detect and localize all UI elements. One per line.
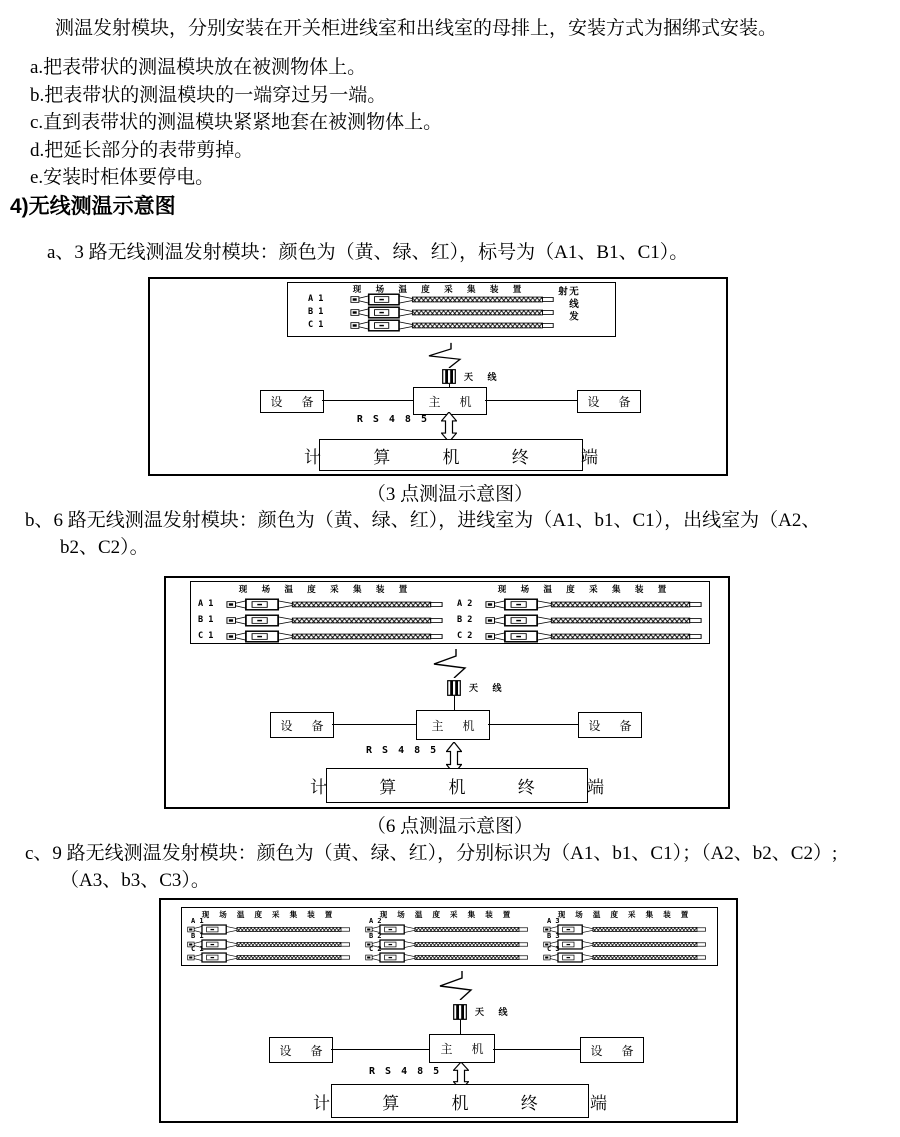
rs485-arrow [441, 412, 457, 442]
computer-terminal-box [304, 439, 622, 471]
computer-terminal-box [310, 768, 628, 803]
sensor-row [485, 614, 703, 627]
item-c-text-line1: c、9 路无线测温发射模块：颜色为（黄、绿、红），分别标识为（A1、b1、C1）；（A2、b2、C2）; [25, 843, 838, 864]
item-a-text: a、3 路无线测温发射模块：颜色为（黄、绿、红），标号为（A1、B1、C1）。 [47, 242, 689, 263]
sensor-row-label: A 1 [198, 599, 214, 609]
collector-header: 现 场 温 度 采 集 装 置 [352, 284, 528, 294]
sensor-row-label: C 1 [191, 945, 204, 953]
host-box [413, 387, 487, 415]
sensor-row-label: C 3 [547, 945, 560, 953]
sensor-row-label: B 1 [198, 615, 214, 625]
collector-header: 现 场 温 度 采 集 装 置 [379, 910, 515, 919]
device-box-left [270, 712, 334, 738]
item-b-text-line2: b2、C2）。 [60, 537, 149, 558]
antenna-icon [432, 648, 468, 678]
host-box [416, 710, 490, 740]
temperature-strap-sensor-icon [543, 939, 707, 950]
computer-terminal-label: 计 算 机 终 端 [304, 447, 622, 467]
antenna-base-icon [442, 369, 456, 384]
computer-terminal-box [313, 1084, 631, 1118]
antenna [427, 342, 463, 368]
connector-line [331, 1049, 429, 1050]
computer-terminal-label: 计 算 机 终 端 [313, 1093, 631, 1113]
temperature-strap-sensor-icon [543, 924, 707, 935]
sensor-row-label: C 1 [198, 631, 214, 641]
sensor-row-label: B 1 [308, 307, 324, 317]
antenna-connector-line [460, 1020, 461, 1034]
device-box-right [577, 390, 641, 413]
temperature-strap-sensor-icon [350, 293, 555, 306]
antenna-base-icon [453, 1004, 467, 1020]
rs485-label: R S 4 8 5 [369, 1066, 442, 1077]
sensor-row [226, 630, 444, 643]
device-box-left-label: 设 备 [280, 718, 332, 733]
wireless-transmit-label: 无线发射 [556, 286, 578, 324]
diagram-caption-3pt: （3 点测温示意图） [366, 484, 534, 505]
sensor-row [350, 293, 555, 306]
rs485-label: R S 4 8 5 [356, 414, 429, 425]
temperature-strap-sensor-icon [365, 924, 529, 935]
sensor-row-label: A 2 [457, 599, 473, 609]
temperature-strap-sensor-icon [485, 614, 703, 627]
temperature-strap-sensor-icon [365, 939, 529, 950]
device-box-right-label: 设 备 [590, 1043, 642, 1058]
antenna-base [442, 369, 456, 384]
antenna [438, 970, 474, 1000]
item-b-text-line1: b、6 路无线测温发射模块：颜色为（黄、绿、红），进线室为（A1、b1、C1），出线室为（A2、 [25, 510, 821, 531]
connector-line [493, 1049, 580, 1050]
antenna [432, 648, 468, 678]
antenna-base [447, 680, 461, 696]
collector-header: 现 场 温 度 采 集 装 置 [557, 910, 693, 919]
temperature-strap-sensor-icon [543, 952, 707, 963]
device-box-left-label: 设 备 [270, 395, 322, 409]
sensor-row [187, 924, 351, 935]
diagram-caption-6pt: （6 点测温示意图） [366, 816, 534, 837]
install-step-a: a.把表带状的测温模块放在被测物体上。 [30, 57, 367, 78]
install-step-e: e.安装时柜体要停电。 [30, 167, 215, 188]
antenna-icon [427, 342, 463, 368]
sensor-row-label: B 2 [457, 615, 473, 625]
sensor-row [226, 598, 444, 611]
device-box-left [269, 1037, 333, 1063]
device-box-left-label: 设 备 [279, 1043, 331, 1058]
sensor-row [365, 939, 529, 950]
antenna-icon [438, 970, 474, 1000]
temperature-strap-sensor-icon [365, 952, 529, 963]
sensor-row [187, 939, 351, 950]
connector-line [322, 400, 413, 401]
antenna-label: 天 线 [475, 1007, 514, 1017]
install-step-d: d.把延长部分的表带剪掉。 [30, 140, 254, 161]
temperature-strap-sensor-icon [226, 614, 444, 627]
sensor-row-label: B 2 [369, 932, 382, 940]
temperature-strap-sensor-icon [350, 306, 555, 319]
temperature-strap-sensor-icon [187, 952, 351, 963]
antenna-label: 天 线 [469, 683, 508, 693]
host-box [429, 1034, 495, 1063]
sensor-row-label: A 1 [191, 917, 204, 925]
diagram-9-point-box [159, 898, 738, 1123]
item-c-text-line2: （A3、b3、C3）。 [60, 870, 210, 891]
collector-header: 现 场 温 度 采 集 装 置 [497, 584, 673, 594]
sensor-row-label: C 1 [308, 320, 324, 330]
antenna-label: 天 线 [464, 372, 503, 382]
connector-line [485, 400, 577, 401]
temperature-strap-sensor-icon [350, 319, 555, 332]
sensor-row [543, 939, 707, 950]
sensor-row [485, 598, 703, 611]
sensor-row-label: A 3 [547, 917, 560, 925]
sensor-row [226, 614, 444, 627]
updown-arrow-icon [441, 412, 457, 442]
sensor-row [350, 319, 555, 332]
diagram-6-point-box [164, 576, 730, 809]
intro-paragraph: 测温发射模块，分别安装在开关柜进线室和出线室的母排上，安装方式为捆绑式安装。 [55, 18, 778, 39]
sensor-row-label: C 2 [457, 631, 473, 641]
temperature-strap-sensor-icon [226, 598, 444, 611]
collector-header: 现 场 温 度 采 集 装 置 [201, 910, 337, 919]
device-box-right [578, 712, 642, 738]
temperature-strap-sensor-icon [187, 939, 351, 950]
device-box-right-label: 设 备 [588, 718, 640, 733]
temperature-strap-sensor-icon [485, 630, 703, 643]
sensor-row-label: B 1 [191, 932, 204, 940]
sensor-row [350, 306, 555, 319]
install-step-b: b.把表带状的测温模块的一端穿过另一端。 [30, 85, 387, 106]
temperature-strap-sensor-icon [485, 598, 703, 611]
device-box-right [580, 1037, 644, 1063]
host-box-label: 主 机 [431, 718, 483, 733]
sensor-row-label: C 2 [369, 945, 382, 953]
sensor-row [187, 952, 351, 963]
diagram-3-point-box [148, 277, 728, 476]
sensor-row-label: A 1 [308, 294, 324, 304]
device-box-right-label: 设 备 [587, 395, 639, 409]
device-box-left [260, 390, 324, 413]
sensor-row [365, 952, 529, 963]
host-box-label: 主 机 [428, 394, 480, 409]
install-step-c: c.直到表带状的测温模块紧紧地套在被测物体上。 [30, 112, 443, 133]
temperature-strap-sensor-icon [226, 630, 444, 643]
section-heading: 4)无线测温示意图 [10, 195, 176, 218]
sensor-row-label: A 2 [369, 917, 382, 925]
connector-line [488, 724, 578, 725]
antenna-base [453, 1004, 467, 1020]
sensor-row-label: B 3 [547, 932, 560, 940]
sensor-row [485, 630, 703, 643]
sensor-row [365, 924, 529, 935]
temperature-strap-sensor-icon [187, 924, 351, 935]
collector-header: 现 场 温 度 采 集 装 置 [238, 584, 414, 594]
sensor-row [543, 924, 707, 935]
antenna-connector-line [454, 696, 455, 710]
host-box-label: 主 机 [440, 1042, 492, 1056]
sensor-row [543, 952, 707, 963]
computer-terminal-label: 计 算 机 终 端 [310, 778, 628, 797]
connector-line [332, 724, 416, 725]
rs485-label: R S 4 8 5 [366, 745, 439, 756]
antenna-base-icon [447, 680, 461, 696]
